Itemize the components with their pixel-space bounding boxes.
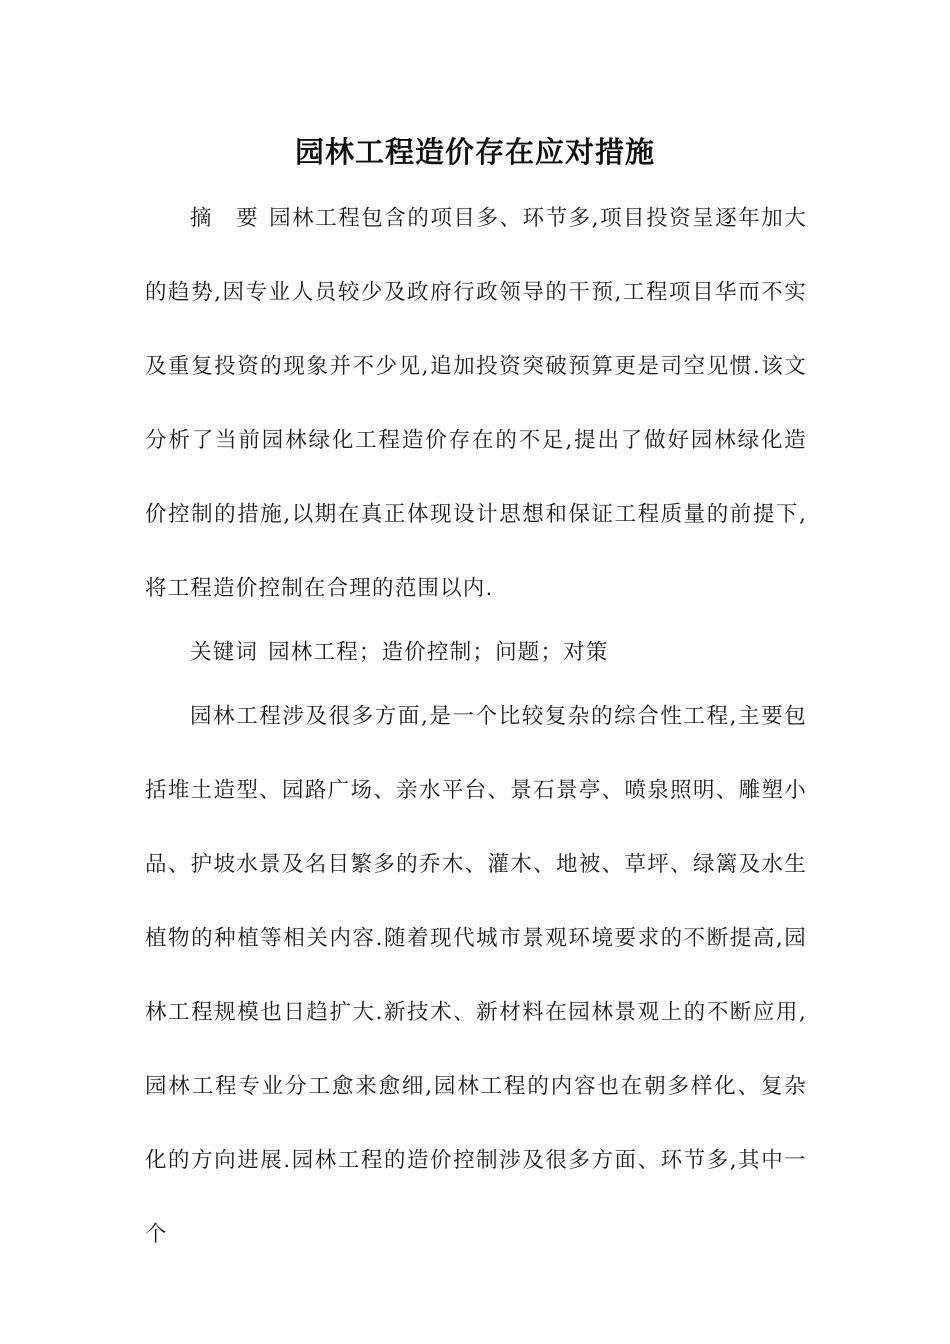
keywords-label: 关键词 xyxy=(190,640,259,665)
keywords-paragraph xyxy=(145,620,807,686)
abstract-text: 园林工程包含的项目多、环节多,项目投资呈逐年加大的趋势,因专业人员较少及政府行政领导的干预,工程项目华而不实及重复投资的现象并不少见,追加投资突破预算更是司空见惯.该文分析了当前园林绿化工程造价存在的不足,提出了做好园林绿化造价控制的措施,以期在真正体现设计思想和保证工程质量的前提下,将工程造价控制在合理的范围以内. xyxy=(145,206,808,601)
abstract-label: 摘 要 xyxy=(190,206,260,231)
keywords-text: 园林工程；造价控制；问题；对策 xyxy=(268,640,609,665)
document-title: 园林工程造价存在应对措施 xyxy=(294,135,655,169)
body-paragraph: 园林工程涉及很多方面,是一个比较复杂的综合性工程,主要包括堆土造型、园路广场、亲水平台、景石景亭、喷泉照明、雕塑小品、护坡水景及名目繁多的乔木、灌木、地被、草坪、绿篱及水生植物的种植等相关内容.随着现代城市景观环境要求的不断提高,园林工程规模也日趋扩大.新技术、新材料在园林景观上的不断应用,园林工程专业分工愈来愈细,园林工程的内容也在朝多样化、复杂化的方向进展.园林工程的造价控制涉及很多方面、环节多,其中一个 xyxy=(145,704,807,1247)
abstract-paragraph xyxy=(145,182,807,626)
